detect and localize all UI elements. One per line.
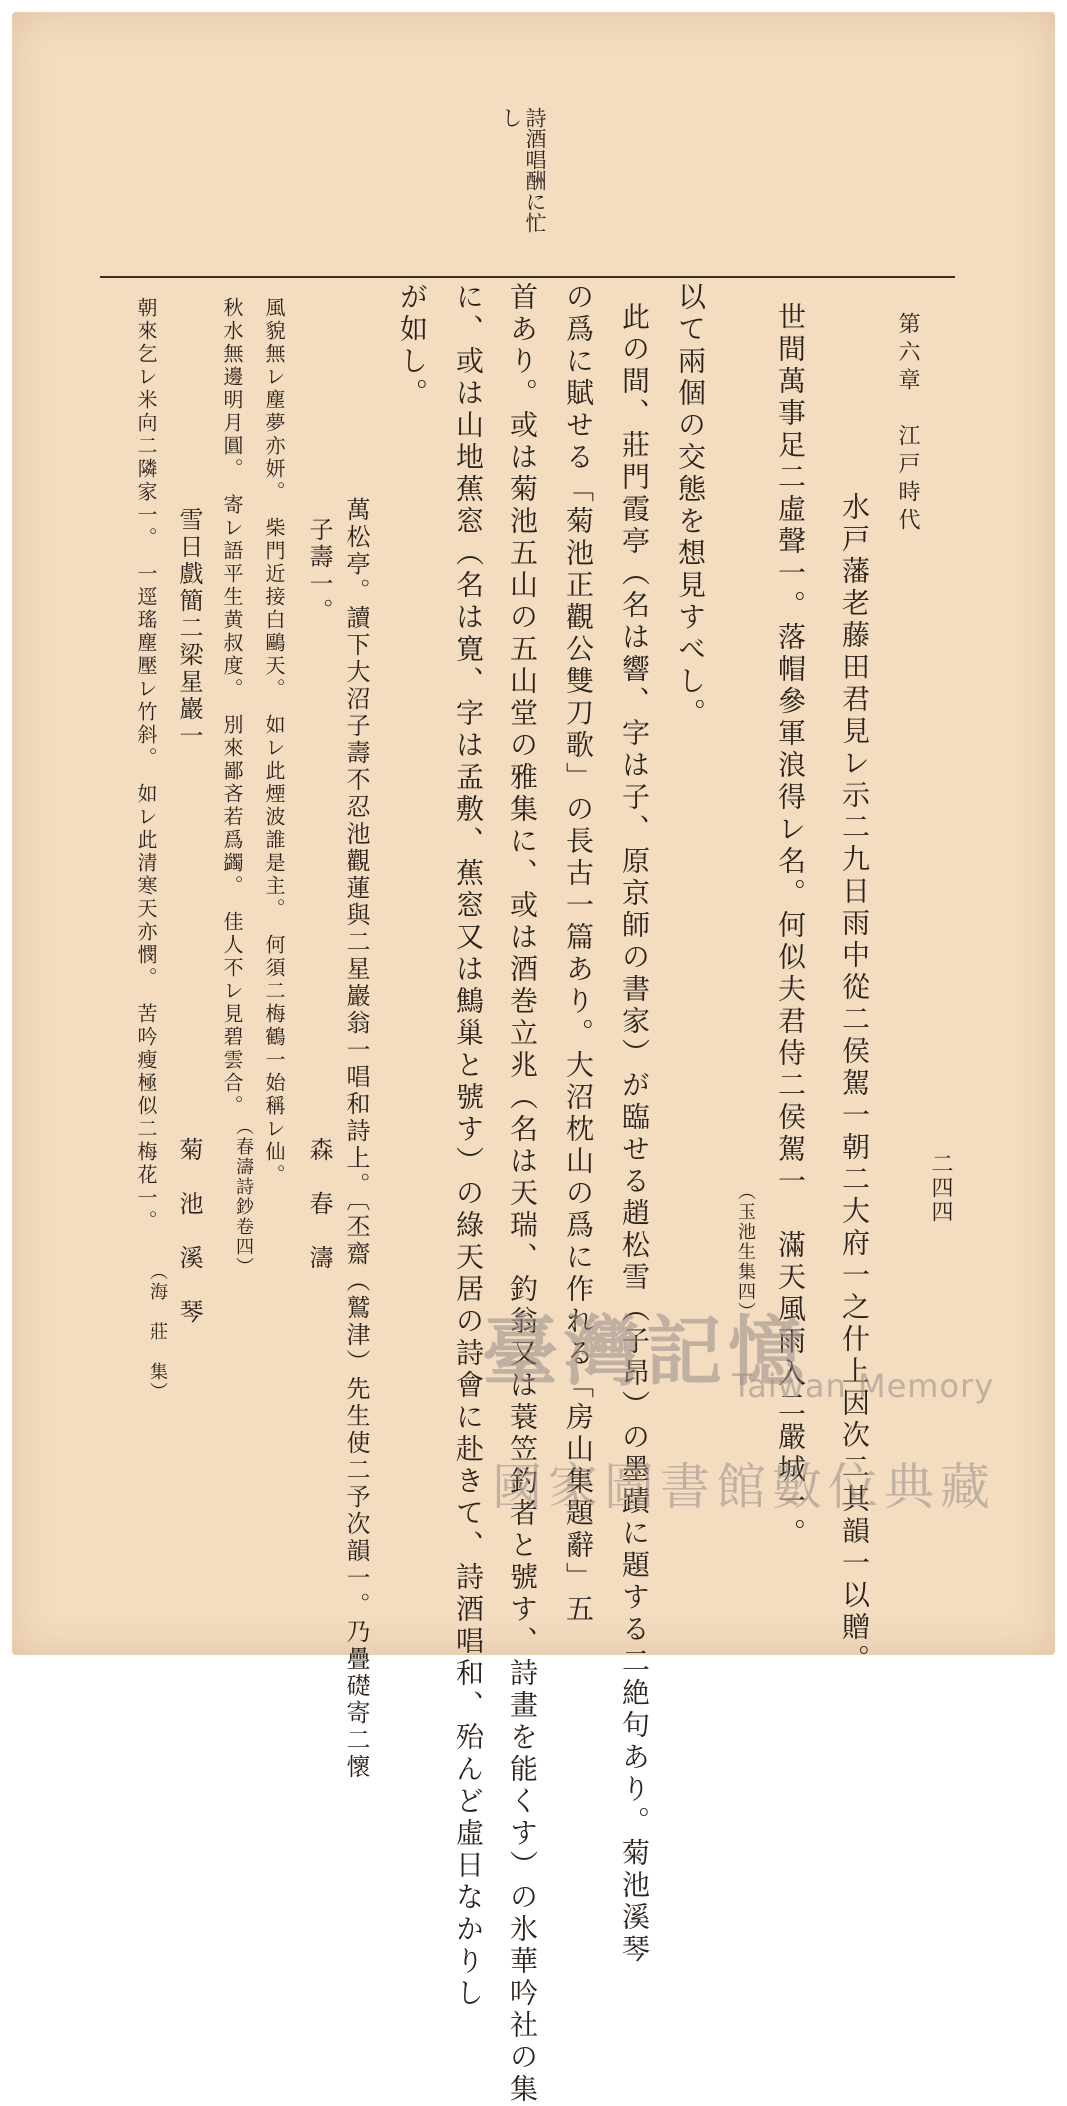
book-page bbox=[12, 12, 1055, 2106]
text-column-2: 世間萬事足二虛聲一。落帽參軍浪得レ名。何似夫君侍二侯駕一 滿天風雨入二嚴城一。 bbox=[774, 302, 807, 1550]
poem-line-3: 朝來乞レ米向二隣家一。 一逕瑤塵壓レ竹斜。 如レ此清寒天亦憫。 苦吟瘦極似二梅花一。 bbox=[134, 297, 158, 1233]
head-note-line-1: 詩酒唱酬に忙 bbox=[523, 107, 547, 233]
text-column-4: 此の間、莊門霞亭（名は響、字は子、原京師の書家）が臨せる趙松雪（子昂）の墨蹟に題する二絶句あり。菊池溪琴 bbox=[618, 302, 651, 1966]
poet-name-2: 菊 池 溪 琴 bbox=[175, 1137, 203, 1326]
text-column-7: に、或は山地蕉窓（名は寛、字は孟敷、蕉窓又は鷦巢と號す）の綠天居の詩會に赴きて、詩酒唱和、殆んど虛日なかりし bbox=[452, 282, 485, 2010]
poem-line-2: 秋水無邊明月圓。 寄レ語平生黄叔度。 別來鄙吝若爲蠲。 佳人不レ見碧雲合。 bbox=[220, 297, 244, 1118]
poem-title-2: 雪日戲簡二梁星巖一 bbox=[175, 507, 203, 750]
page-number: 二四四 bbox=[928, 1152, 953, 1224]
header-rule bbox=[100, 276, 955, 278]
source-note-1: （玉池生集四） bbox=[735, 1182, 756, 1322]
source-note-3: （海 莊 集） bbox=[147, 1262, 168, 1402]
text-column-8: が如し。 bbox=[396, 282, 429, 410]
text-column-5: の爲に賦せる「菊池正觀公雙刀歌」の長古一篇あり。大沼枕山の爲に作れる「房山集題辭」五 bbox=[562, 282, 595, 1626]
poet-name-1: 森 春 濤 bbox=[305, 1137, 333, 1272]
watermark-institution: 國家圖書館數位典藏 bbox=[492, 1458, 996, 1516]
watermark-logo: 臺灣記憶 bbox=[482, 1307, 810, 1396]
text-column-1: 水戸藩老藤田君見レ示二九日雨中從二侯駕一朝二大府一之什上因次二其韻一以贈。 bbox=[838, 492, 871, 1676]
watermark-english: Taiwan Memory bbox=[732, 1367, 995, 1405]
poem-intro-1: 萬松亭。讀下大沼子壽不忍池觀蓮與二星巖翁一唱和詩上。〔丕齋（鷲津）先生使二予次韻一。乃疊礎寄二懷 bbox=[342, 497, 370, 1781]
head-note-line-2: し bbox=[499, 107, 523, 128]
head-note bbox=[499, 107, 547, 233]
text-column-6: 首あり。或は菊池五山の五山堂の雅集に、或は酒巻立兆（名は天瑞、釣翁又は蓑笠釣者と號す、詩畫を能くす）の氷華吟社の集 bbox=[506, 282, 539, 2106]
source-note-2: （春濤詩鈔卷四） bbox=[233, 1117, 254, 1277]
text-column-3: 以て兩個の交態を想見すべし。 bbox=[674, 282, 707, 730]
poem-line-1: 風貌無レ塵夢亦妍。 柴門近接白鷗天。 如レ此煙波誰是主。 何須二梅鶴一始稱レ仙。 bbox=[262, 297, 286, 1187]
chapter-header: 第六章 江戸時代 bbox=[895, 312, 920, 536]
poem-intro-2: 子壽一。 bbox=[305, 517, 333, 625]
